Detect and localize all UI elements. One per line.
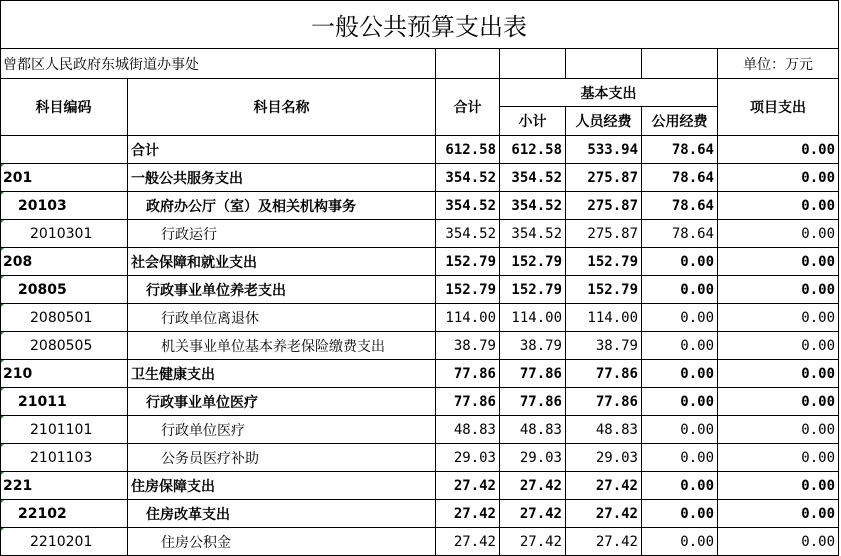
row-name[interactable]: 一般公共服务支出 xyxy=(128,164,436,192)
row-project[interactable]: 0.00 xyxy=(718,472,839,500)
row-subtotal[interactable]: 38.79 xyxy=(500,332,566,360)
header-project[interactable]: 项目支出 xyxy=(718,79,839,136)
page-title: 一般公共预算支出表 xyxy=(0,0,839,49)
row-subtotal[interactable]: 354.52 xyxy=(500,192,566,220)
row-public[interactable]: 78.64 xyxy=(642,164,718,192)
row-public[interactable]: 0.00 xyxy=(642,444,718,472)
row-name[interactable]: 社会保障和就业支出 xyxy=(128,248,436,276)
row-project[interactable]: 0.00 xyxy=(718,528,839,556)
header-name[interactable]: 科目名称 xyxy=(128,79,436,136)
row-project[interactable]: 0.00 xyxy=(718,360,839,388)
row-code[interactable]: 21011 xyxy=(0,388,128,416)
row-public[interactable]: 0.00 xyxy=(642,416,718,444)
row-total[interactable]: 38.79 xyxy=(436,332,500,360)
row-code[interactable]: 210 xyxy=(0,360,128,388)
row-project[interactable]: 0.00 xyxy=(718,444,839,472)
row-subtotal[interactable]: 27.42 xyxy=(500,528,566,556)
row-public[interactable]: 0.00 xyxy=(642,528,718,556)
row-personnel[interactable]: 152.79 xyxy=(566,248,642,276)
row-code[interactable]: 2080505 xyxy=(0,332,128,360)
row-public[interactable]: 0.00 xyxy=(642,388,718,416)
row-total[interactable]: 354.52 xyxy=(436,192,500,220)
org-name-cell[interactable]: 曾都区人民政府东城街道办事处 xyxy=(0,49,436,79)
row-name[interactable]: 行政运行 xyxy=(128,220,436,248)
row-total[interactable]: 27.42 xyxy=(436,500,500,528)
header-code[interactable]: 科目编码 xyxy=(0,79,128,136)
unit-cell[interactable]: 单位：万元 xyxy=(718,49,839,79)
row-code[interactable]: 20103 xyxy=(0,192,128,220)
header-personnel[interactable]: 人员经费 xyxy=(566,107,642,136)
row-name[interactable]: 公务员医疗补助 xyxy=(128,444,436,472)
row-project[interactable]: 0.00 xyxy=(718,332,839,360)
row-public[interactable]: 0.00 xyxy=(642,332,718,360)
empty-cell[interactable] xyxy=(500,49,566,79)
row-public[interactable]: 0.00 xyxy=(642,248,718,276)
row-public[interactable]: 0.00 xyxy=(642,276,718,304)
row-name[interactable]: 行政单位医疗 xyxy=(128,416,436,444)
empty-cell[interactable] xyxy=(642,49,718,79)
row-name[interactable]: 合计 xyxy=(128,136,436,164)
row-name[interactable]: 政府办公厅（室）及相关机构事务 xyxy=(128,192,436,220)
header-total[interactable]: 合计 xyxy=(436,79,500,136)
row-subtotal[interactable]: 77.86 xyxy=(500,388,566,416)
row-project[interactable]: 0.00 xyxy=(718,500,839,528)
row-total[interactable]: 77.86 xyxy=(436,388,500,416)
row-personnel[interactable]: 152.79 xyxy=(566,276,642,304)
row-total[interactable]: 354.52 xyxy=(436,220,500,248)
row-total[interactable]: 612.58 xyxy=(436,136,500,164)
row-code[interactable]: 20805 xyxy=(0,276,128,304)
empty-cell[interactable] xyxy=(566,49,642,79)
header-subtotal[interactable]: 小计 xyxy=(500,107,566,136)
row-total[interactable]: 27.42 xyxy=(436,528,500,556)
row-subtotal[interactable]: 612.58 xyxy=(500,136,566,164)
row-project[interactable]: 0.00 xyxy=(718,276,839,304)
row-subtotal[interactable]: 48.83 xyxy=(500,416,566,444)
row-subtotal[interactable]: 354.52 xyxy=(500,164,566,192)
empty-cell[interactable] xyxy=(436,49,500,79)
row-project[interactable]: 0.00 xyxy=(718,388,839,416)
row-personnel[interactable]: 533.94 xyxy=(566,136,642,164)
row-code[interactable]: 221 xyxy=(0,472,128,500)
row-subtotal[interactable]: 27.42 xyxy=(500,472,566,500)
row-total[interactable]: 354.52 xyxy=(436,164,500,192)
header-public[interactable]: 公用经费 xyxy=(642,107,718,136)
header-basic[interactable]: 基本支出 xyxy=(500,79,718,107)
row-code[interactable]: 22102 xyxy=(0,500,128,528)
row-subtotal[interactable]: 114.00 xyxy=(500,304,566,332)
row-personnel[interactable]: 27.42 xyxy=(566,500,642,528)
row-project[interactable]: 0.00 xyxy=(718,304,839,332)
row-total[interactable]: 29.03 xyxy=(436,444,500,472)
row-personnel[interactable]: 48.83 xyxy=(566,416,642,444)
row-name[interactable]: 行政单位离退休 xyxy=(128,304,436,332)
row-subtotal[interactable]: 29.03 xyxy=(500,444,566,472)
row-personnel[interactable]: 27.42 xyxy=(566,472,642,500)
row-total[interactable]: 114.00 xyxy=(436,304,500,332)
row-project[interactable]: 0.00 xyxy=(718,416,839,444)
row-subtotal[interactable]: 354.52 xyxy=(500,220,566,248)
row-project[interactable]: 0.00 xyxy=(718,248,839,276)
row-name[interactable]: 住房保障支出 xyxy=(128,472,436,500)
row-personnel[interactable]: 114.00 xyxy=(566,304,642,332)
row-public[interactable]: 0.00 xyxy=(642,472,718,500)
row-code[interactable]: 208 xyxy=(0,248,128,276)
row-code[interactable]: 201 xyxy=(0,164,128,192)
row-name[interactable]: 行政事业单位养老支出 xyxy=(128,276,436,304)
row-project[interactable]: 0.00 xyxy=(718,220,839,248)
row-code[interactable]: 2101103 xyxy=(0,444,128,472)
row-total[interactable]: 77.86 xyxy=(436,360,500,388)
row-public[interactable]: 78.64 xyxy=(642,220,718,248)
row-subtotal[interactable]: 77.86 xyxy=(500,360,566,388)
row-code[interactable]: 2210201 xyxy=(0,528,128,556)
row-total[interactable]: 48.83 xyxy=(436,416,500,444)
row-name[interactable]: 行政事业单位医疗 xyxy=(128,388,436,416)
row-project[interactable]: 0.00 xyxy=(718,164,839,192)
row-total[interactable]: 27.42 xyxy=(436,472,500,500)
row-code[interactable] xyxy=(0,136,128,164)
row-subtotal[interactable]: 152.79 xyxy=(500,276,566,304)
row-project[interactable]: 0.00 xyxy=(718,192,839,220)
row-public[interactable]: 0.00 xyxy=(642,304,718,332)
row-subtotal[interactable]: 27.42 xyxy=(500,500,566,528)
row-personnel[interactable]: 29.03 xyxy=(566,444,642,472)
sheet-left-border xyxy=(0,0,1,556)
row-personnel[interactable]: 275.87 xyxy=(566,164,642,192)
row-total[interactable]: 152.79 xyxy=(436,248,500,276)
row-total[interactable]: 152.79 xyxy=(436,276,500,304)
row-project[interactable]: 0.00 xyxy=(718,136,839,164)
row-public[interactable]: 0.00 xyxy=(642,360,718,388)
row-personnel[interactable]: 275.87 xyxy=(566,220,642,248)
row-personnel[interactable]: 77.86 xyxy=(566,388,642,416)
row-name[interactable]: 卫生健康支出 xyxy=(128,360,436,388)
row-public[interactable]: 0.00 xyxy=(642,500,718,528)
row-personnel[interactable]: 38.79 xyxy=(566,332,642,360)
row-name[interactable]: 机关事业单位基本养老保险缴费支出 xyxy=(128,332,436,360)
row-personnel[interactable]: 77.86 xyxy=(566,360,642,388)
row-subtotal[interactable]: 152.79 xyxy=(500,248,566,276)
row-code[interactable]: 2080501 xyxy=(0,304,128,332)
row-public[interactable]: 78.64 xyxy=(642,136,718,164)
row-personnel[interactable]: 275.87 xyxy=(566,192,642,220)
row-code[interactable]: 2010301 xyxy=(0,220,128,248)
row-code[interactable]: 2101101 xyxy=(0,416,128,444)
row-name[interactable]: 住房公积金 xyxy=(128,528,436,556)
row-public[interactable]: 78.64 xyxy=(642,192,718,220)
row-name[interactable]: 住房改革支出 xyxy=(128,500,436,528)
row-personnel[interactable]: 27.42 xyxy=(566,528,642,556)
